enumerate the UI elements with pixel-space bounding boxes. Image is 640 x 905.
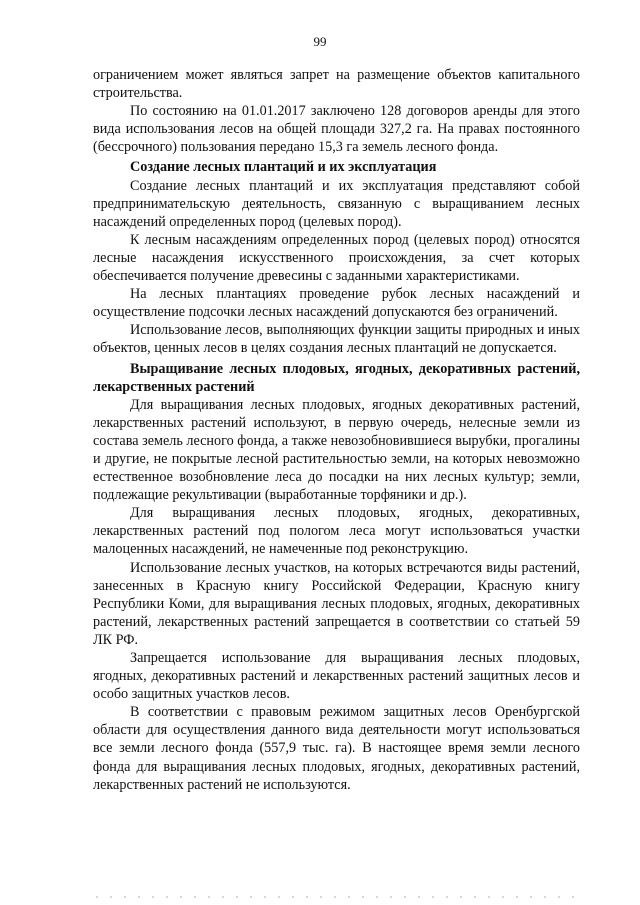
paragraph: По состоянию на 01.01.2017 заключено 128 договоров аренды для этого вида использования лесов на общей площади 327,2 га. На правах постоянного (бессрочного) пользования передано 15,3 га земель лесного фонда.	[93, 103, 580, 156]
paragraph: Для выращивания лесных плодовых, ягодных декоративных растений, лекарственных растений используют, в первую очередь, нелесные земли из состава земель лесного фонда, а также невозобновившиеся вырубки, прогалины и другие, не покрытые лесной растительностью земли, на которых невозможно естественное возобновление леса до посадки на них лесных культур; земли, подлежащие рекультивации (выработанные торфяники и др.).	[93, 396, 580, 504]
paragraph: ограничением может являться запрет на размещение объектов капитального строительства.	[93, 67, 580, 102]
paragraph: Использование лесов, выполняющих функции защиты природных и иных объектов, ценных лесов в целях создания лесных плантаций не допускается.	[93, 322, 580, 357]
paragraph: На лесных плантациях проведение рубок лесных насаждений и осуществление подсочки лесных насаждений допускаются без ограничений.	[93, 286, 580, 321]
page-number: 99	[313, 34, 327, 49]
document-body	[93, 66, 580, 794]
paragraph: В соответствии с правовым режимом защитных лесов Оренбургской области для осуществления данного вида деятельности могут использоваться все земли лесного фонда (557,9 тыс. га). В настоящее время земли лесного фонда для выращивания лесных плодовых, ягодных, декоративных растений, лекарственных растений не используются.	[93, 704, 580, 793]
paragraph: Запрещается использование для выращивания лесных плодовых, ягодных, декоративных растений и лекарственных растений защитных лесов и особо защитных участков лесов.	[93, 650, 580, 703]
paragraph: К лесным насаждениям определенных пород (целевых пород) относятся лесные насаждения искусственного происхождения, за счет которых обеспечивается получение древесины с заданными характеристиками.	[93, 231, 580, 285]
section-heading: Создание лесных плантаций и их эксплуатация	[130, 159, 437, 176]
paragraph: Создание лесных плантаций и их эксплуатация представляют собой предпринимательскую деятельность, связанную с выращиванием лесных насаждений определенных пород (целевых пород).	[93, 177, 580, 230]
section-heading: Выращивание лесных плодовых, ягодных, декоративных растений, лекарственных растений	[93, 360, 580, 395]
paragraph: Для выращивания лесных плодовых, ягодных, декоративных, лекарственных растений под пологом леса могут использоваться участки малоценных насаждений, не намеченные под реконструкцию.	[93, 505, 580, 558]
scan-artifact-line	[96, 896, 576, 898]
paragraph: Использование лесных участков, на которых встречаются виды растений, занесенных в Красную книгу Российской Федерации, Красную книгу Республики Коми, для выращивания лесных плодовых, ягодных, декоративных растений, лекарственных растений запрещается в соответствии со статьей 59 ЛК РФ.	[93, 559, 580, 648]
